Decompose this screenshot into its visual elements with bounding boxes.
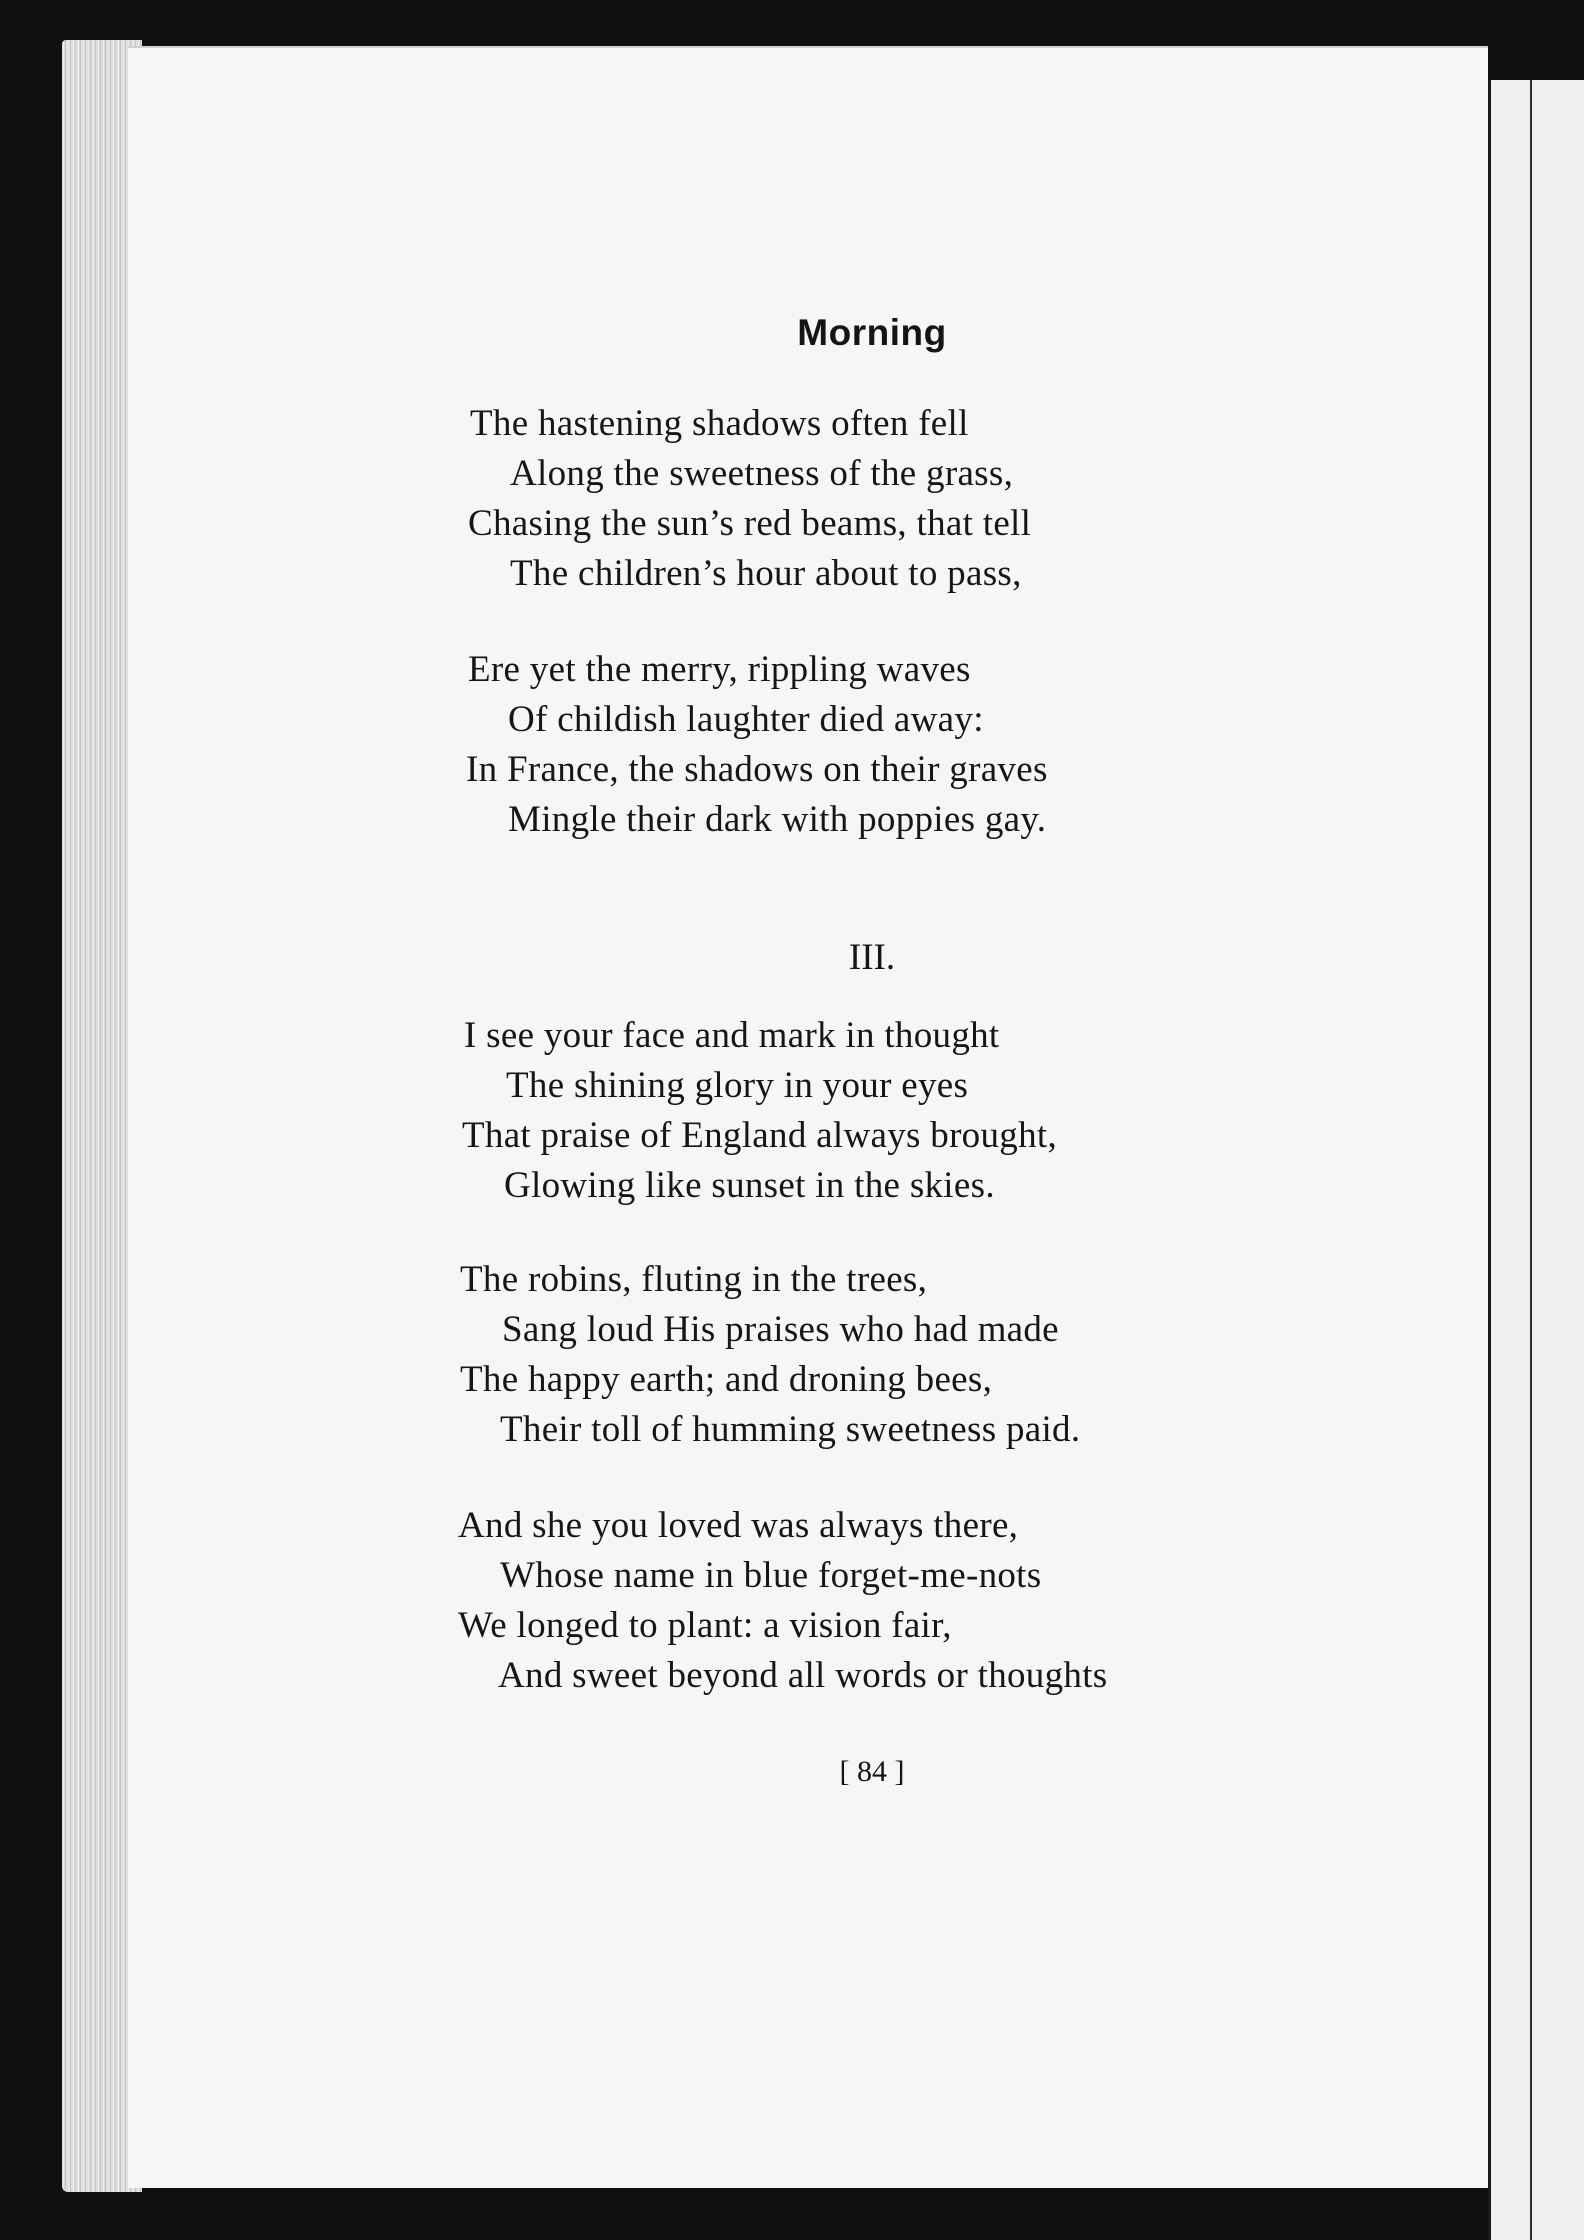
poem-line: Along the sweetness of the grass,	[510, 453, 1014, 494]
poem-line: Glowing like sunset in the skies.	[504, 1165, 995, 1206]
page-number: [ 84 ]	[839, 1755, 905, 1788]
poem-line: We longed to plant: a vision fair,	[458, 1605, 952, 1646]
poem-line: Ere yet the merry, rippling waves	[468, 649, 971, 690]
poem-line: Sang loud His praises who had made	[502, 1309, 1059, 1350]
poem-line: The children’s hour about to pass,	[510, 553, 1022, 594]
poem-line: The happy earth; and droning bees,	[460, 1359, 993, 1400]
next-page-edge	[1488, 80, 1584, 2240]
poem-line: Mingle their dark with poppies gay.	[508, 799, 1047, 840]
poem-line: I see your face and mark in thought	[464, 1015, 1000, 1056]
poem-line: In France, the shadows on their graves	[466, 749, 1048, 790]
poem-line: Whose name in blue forget-me-nots	[500, 1555, 1042, 1596]
poem-line: The shining glory in your eyes	[506, 1065, 969, 1106]
poem-title: Morning	[797, 312, 947, 353]
poem-line: That praise of England always brought,	[462, 1115, 1058, 1156]
poem-line: Chasing the sun’s red beams, that tell	[468, 503, 1032, 544]
section-number: III.	[848, 937, 896, 978]
gutter-line	[1530, 80, 1532, 2240]
poem-line: Of childish laughter died away:	[508, 699, 984, 740]
poem-line: And she you loved was always there,	[458, 1505, 1019, 1546]
poem-line: Their toll of humming sweetness paid.	[500, 1409, 1081, 1450]
poem-line: The hastening shadows often fell	[470, 403, 969, 444]
poem-line: The robins, fluting in the trees,	[460, 1259, 928, 1300]
poem-line: And sweet beyond all words or thoughts	[498, 1655, 1108, 1696]
